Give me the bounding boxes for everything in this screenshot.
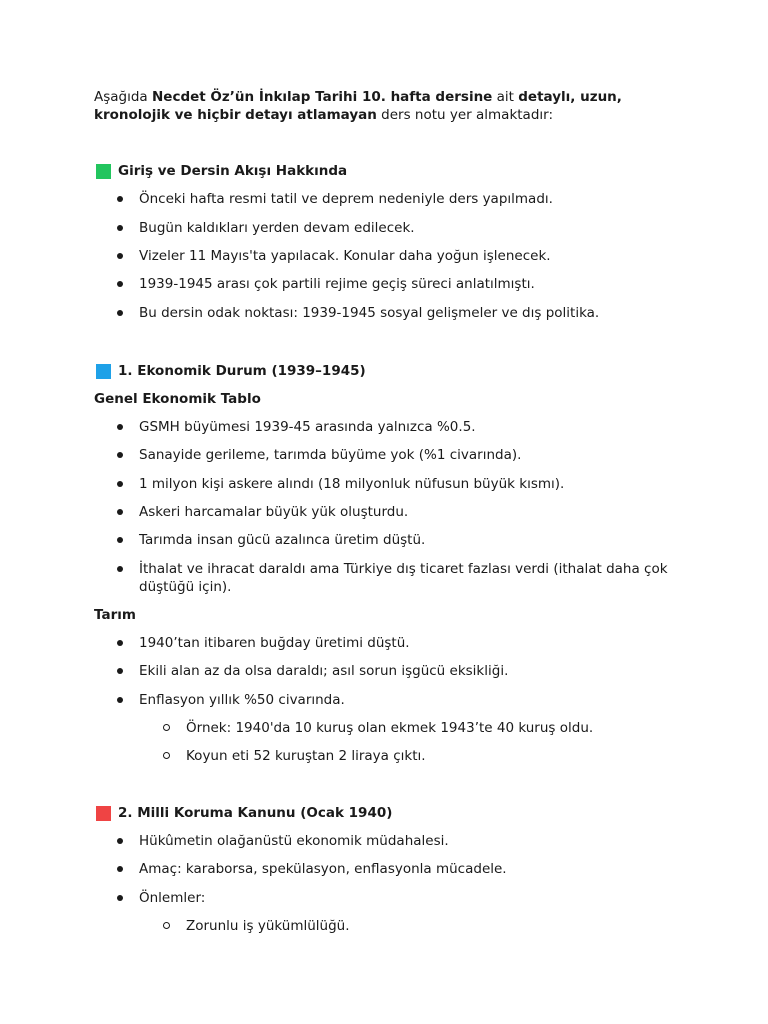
- list-item: Amaç: karaborsa, spekülasyon, enflasyonla mücadele.: [139, 860, 679, 878]
- list-item: Vizeler 11 Mayıs'ta yapılacak. Konular daha yoğun işlenecek.: [139, 247, 679, 265]
- section-heading-intro: [96, 162, 347, 180]
- list-item: Askeri harcamalar büyük yük oluşturdu.: [139, 503, 679, 521]
- section-heading-economy: [96, 362, 366, 380]
- section-title: 1. Ekonomik Durum (1939–1945): [118, 363, 366, 379]
- list-item: Enflasyon yıllık %50 civarında.: [139, 691, 679, 709]
- intro-text-1: Aşağıda: [94, 89, 152, 105]
- list-item: Bu dersin odak noktası: 1939-1945 sosyal gelişmeler ve dış politika.: [139, 304, 679, 322]
- list-item: Tarımda insan gücü azalınca üretim düştü.: [139, 531, 679, 549]
- intro-paragraph: [94, 88, 684, 124]
- sub-list-item: Zorunlu iş yükümlülüğü.: [186, 917, 686, 935]
- blue-square-icon: [96, 364, 111, 379]
- list-item: Önlemler:: [139, 889, 679, 907]
- list-item: Sanayide gerileme, tarımda büyüme yok (%1 civarında).: [139, 446, 679, 464]
- list-item: Bugün kaldıkları yerden devam edilecek.: [139, 219, 679, 237]
- section-heading-protection-law: [96, 804, 392, 822]
- intro-bold-2: detaylı, uzun, kronolojik ve hiçbir detayı atlamayan: [94, 89, 622, 123]
- list-item: 1 milyon kişi askere alındı (18 milyonluk nüfusun büyük kısmı).: [139, 475, 679, 493]
- list-item: 1940’tan itibaren buğday üretimi düştü.: [139, 634, 679, 652]
- green-square-icon: [96, 164, 111, 179]
- intro-text-3: ders notu yer almaktadır:: [376, 107, 554, 123]
- list-item: GSMH büyümesi 1939-45 arasında yalnızca %0.5.: [139, 418, 679, 436]
- list-item: Hükûmetin olağanüstü ekonomik müdahalesi.: [139, 832, 679, 850]
- section-title: 2. Milli Koruma Kanunu (Ocak 1940): [118, 805, 393, 821]
- list-item: Önceki hafta resmi tatil ve deprem nedeniyle ders yapılmadı.: [139, 190, 679, 208]
- list-item: Ekili alan az da olsa daraldı; asıl sorun işgücü eksikliği.: [139, 662, 679, 680]
- red-square-icon: [96, 806, 111, 821]
- intro-text-2: ait: [492, 89, 519, 105]
- sub-list-item: Koyun eti 52 kuruştan 2 liraya çıktı.: [186, 747, 686, 765]
- subheading-agriculture: Tarım: [94, 607, 136, 623]
- list-item: 1939-1945 arası çok partili rejime geçiş süreci anlatılmıştı.: [139, 275, 679, 293]
- intro-bold-1: Necdet Öz’ün İnkılap Tarihi 10. hafta dersine: [152, 89, 493, 105]
- section-title: Giriş ve Dersin Akışı Hakkında: [118, 163, 348, 179]
- list-item: İthalat ve ihracat daraldı ama Türkiye dış ticaret fazlası verdi (ithalat daha çok düştüğü için).: [139, 560, 679, 596]
- sub-list-item: Örnek: 1940'da 10 kuruş olan ekmek 1943’te 40 kuruş oldu.: [186, 719, 686, 737]
- subheading-general-economy: Genel Ekonomik Tablo: [94, 391, 261, 407]
